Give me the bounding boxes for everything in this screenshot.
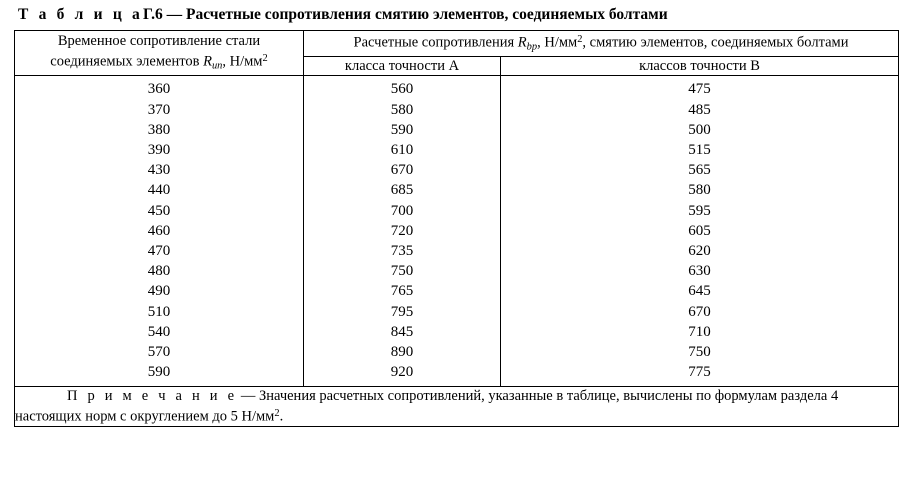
value-class-a: 670 — [390, 162, 414, 179]
header-line-1: Временное сопротивление стали — [57, 32, 261, 49]
group-header-unit-exponent: 2 — [577, 34, 583, 45]
note-dash: — — [240, 388, 256, 405]
value-class-b: 750 — [688, 343, 711, 360]
value-class-b: 645 — [688, 283, 711, 300]
value-list-class-a — [304, 76, 500, 386]
symbol-R-bp: R — [517, 34, 527, 51]
value-list-run — [15, 76, 303, 386]
value-class-a: 750 — [390, 263, 414, 280]
header-unit-exponent: 2 — [262, 52, 268, 64]
value-class-a: 610 — [390, 141, 414, 158]
value-class-a: 590 — [390, 121, 414, 138]
header-line-2-prefix: соединяемых элементов — [50, 52, 200, 69]
value-class-a: 720 — [390, 222, 414, 239]
value-class-b: 500 — [688, 121, 711, 138]
caption-title: Расчетные сопротивления смятию элементов, соединяемых болтами — [186, 6, 668, 23]
value-class-a: 735 — [390, 242, 414, 259]
value-ultimate-strength: 540 — [147, 323, 171, 340]
value-ultimate-strength: 440 — [147, 182, 171, 199]
value-ultimate-strength: 570 — [147, 343, 171, 360]
value-class-b: 565 — [688, 162, 711, 179]
value-class-b: 710 — [688, 323, 711, 340]
note-label: П р и м е ч а н и е — [67, 388, 238, 405]
data-column-class-a — [304, 76, 501, 387]
group-header-middle: , Н/мм — [537, 34, 578, 51]
table-data-row — [15, 76, 899, 387]
value-class-a: 700 — [390, 202, 414, 219]
value-class-a: 920 — [390, 364, 414, 381]
value-ultimate-strength: 510 — [147, 303, 171, 320]
value-class-b: 630 — [688, 263, 711, 280]
value-class-a: 765 — [390, 283, 414, 300]
value-ultimate-strength: 430 — [147, 162, 171, 179]
value-class-b: 775 — [688, 364, 711, 381]
group-header-suffix: , смятию элементов, соединяемых болтами — [582, 34, 849, 51]
value-ultimate-strength: 450 — [147, 202, 171, 219]
value-ultimate-strength: 370 — [147, 101, 171, 118]
value-class-a: 845 — [390, 323, 414, 340]
note-text-end: . — [279, 408, 284, 425]
symbol-R-un-subscript: un — [211, 59, 223, 71]
value-ultimate-strength: 490 — [147, 283, 171, 300]
value-class-a: 890 — [390, 343, 414, 360]
value-class-b: 595 — [688, 202, 711, 219]
value-class-b: 485 — [688, 101, 711, 118]
value-ultimate-strength: 460 — [147, 222, 171, 239]
note-unit-exponent: 2 — [274, 408, 280, 420]
note-text: Значения расчетных сопротивлений, указанные в таблице, вычислены по формулам раздела 4 настоящих норм с округлением до 5 Н/мм — [15, 388, 839, 425]
value-class-b: 620 — [688, 242, 711, 259]
value-class-b: 475 — [688, 81, 711, 98]
caption-dash: — — [166, 6, 183, 23]
value-class-b: 605 — [688, 222, 711, 239]
value-ultimate-strength: 360 — [147, 81, 171, 98]
value-ultimate-strength: 470 — [147, 242, 171, 259]
value-class-a: 580 — [390, 101, 414, 118]
value-ultimate-strength: 390 — [147, 141, 171, 158]
header-cell-class-a: класса точности А — [304, 57, 501, 76]
group-header-prefix: Расчетные сопротивления — [353, 34, 515, 51]
value-ultimate-strength: 590 — [147, 364, 171, 381]
value-class-b: 580 — [688, 182, 711, 199]
header-cell-class-b: классов точности В — [501, 57, 899, 76]
value-class-b: 515 — [688, 141, 711, 158]
value-ultimate-strength: 480 — [147, 263, 171, 280]
value-class-a: 795 — [390, 303, 414, 320]
symbol-R-un: R — [203, 52, 212, 69]
header-cell-design-resistance-group — [304, 31, 899, 57]
note-cell — [15, 387, 899, 426]
value-class-b: 670 — [688, 303, 711, 320]
value-ultimate-strength: 380 — [147, 121, 171, 138]
table-header-row-1 — [15, 31, 899, 57]
caption-number: Г.6 — [143, 6, 163, 23]
caption-label: Т а б л и ц а — [18, 6, 143, 23]
header-line-2-suffix: , Н/мм — [222, 52, 263, 69]
header-cell-ultimate-strength — [15, 31, 304, 76]
table-caption — [18, 5, 898, 25]
table-note-row — [15, 387, 899, 426]
value-class-a: 560 — [390, 81, 414, 98]
value-list-class-b — [501, 76, 898, 386]
data-column-class-b — [501, 76, 899, 387]
symbol-R-bp-subscript: bp — [526, 41, 538, 53]
table-container — [14, 30, 898, 427]
value-class-a: 685 — [390, 182, 414, 199]
data-column-ultimate-strength — [15, 76, 304, 387]
resistance-table — [14, 30, 899, 427]
